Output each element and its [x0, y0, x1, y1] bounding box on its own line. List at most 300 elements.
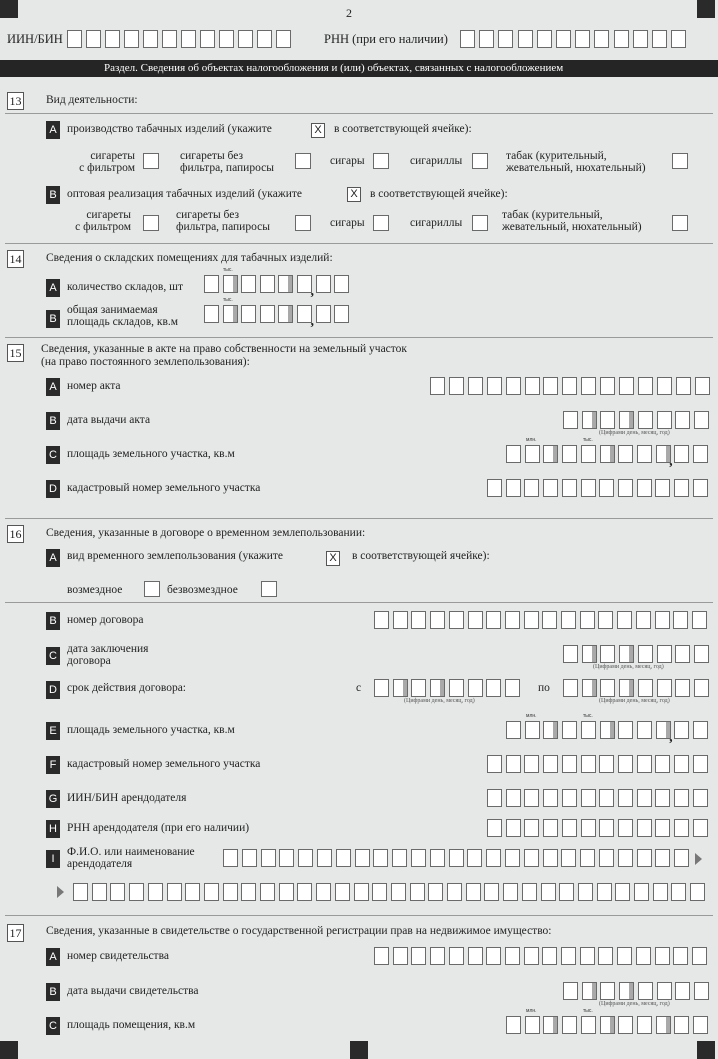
- char-cell[interactable]: [692, 611, 707, 629]
- char-cell[interactable]: [562, 755, 577, 773]
- char-cell[interactable]: [617, 947, 632, 965]
- char-cell[interactable]: [298, 849, 313, 867]
- char-cell[interactable]: [316, 883, 331, 901]
- char-cell[interactable]: [410, 883, 425, 901]
- char-cell[interactable]: [694, 645, 709, 663]
- char-cell[interactable]: [675, 982, 690, 1000]
- date-format-hint: (Цифрами день, месяц, год): [599, 430, 670, 436]
- char-cell[interactable]: [430, 611, 445, 629]
- char-cell[interactable]: [524, 849, 539, 867]
- char-cell[interactable]: [543, 479, 558, 497]
- char-cell[interactable]: [143, 30, 158, 48]
- char-cell[interactable]: [278, 305, 293, 323]
- char-cell[interactable]: [468, 679, 483, 697]
- char-cell[interactable]: [92, 883, 107, 901]
- char-cell[interactable]: [600, 377, 615, 395]
- char-cell[interactable]: [653, 883, 668, 901]
- char-cell[interactable]: [355, 849, 370, 867]
- char-cell[interactable]: [73, 883, 88, 901]
- char-cell[interactable]: [598, 947, 613, 965]
- char-cell[interactable]: [204, 305, 219, 323]
- char-cell[interactable]: [162, 30, 177, 48]
- char-cell[interactable]: [223, 305, 238, 323]
- char-cell[interactable]: [430, 947, 445, 965]
- char-cell[interactable]: [638, 377, 653, 395]
- char-cell[interactable]: [693, 755, 708, 773]
- char-cell[interactable]: [694, 982, 709, 1000]
- char-cell[interactable]: [487, 479, 502, 497]
- char-cell[interactable]: [524, 755, 539, 773]
- char-cell[interactable]: [411, 611, 426, 629]
- paid-checkbox[interactable]: [144, 581, 160, 597]
- char-cell[interactable]: [582, 982, 597, 1000]
- char-cell[interactable]: [674, 445, 689, 463]
- char-cell[interactable]: [372, 883, 387, 901]
- char-cell[interactable]: [692, 947, 707, 965]
- option-label: сигареты с фильтром: [79, 150, 135, 174]
- char-cell[interactable]: [543, 377, 558, 395]
- char-cell[interactable]: [637, 479, 652, 497]
- char-cell[interactable]: [261, 849, 276, 867]
- char-cell[interactable]: [374, 947, 389, 965]
- char-cell[interactable]: [543, 789, 558, 807]
- char-cell[interactable]: [486, 947, 501, 965]
- char-cell[interactable]: [297, 883, 312, 901]
- char-cell[interactable]: [575, 30, 590, 48]
- char-cell[interactable]: [391, 883, 406, 901]
- char-cell[interactable]: [655, 479, 670, 497]
- char-cell[interactable]: [674, 1016, 689, 1034]
- char-cell[interactable]: [674, 721, 689, 739]
- char-cell[interactable]: [543, 1016, 558, 1034]
- cigarettes-nofilter-checkbox[interactable]: [295, 153, 311, 169]
- char-cell[interactable]: [460, 30, 475, 48]
- char-cell[interactable]: [505, 679, 520, 697]
- char-cell[interactable]: [467, 849, 482, 867]
- char-cell[interactable]: [638, 679, 653, 697]
- char-cell[interactable]: [637, 819, 652, 837]
- cigarillos-checkbox[interactable]: [472, 153, 488, 169]
- char-cell[interactable]: [655, 849, 670, 867]
- char-cell[interactable]: [657, 645, 672, 663]
- char-cell[interactable]: [599, 479, 614, 497]
- char-cell[interactable]: [581, 755, 596, 773]
- char-cell[interactable]: [506, 789, 521, 807]
- char-cell[interactable]: [541, 883, 556, 901]
- char-cell[interactable]: [167, 883, 182, 901]
- char-cell[interactable]: [393, 679, 408, 697]
- char-cell[interactable]: [600, 645, 615, 663]
- char-cell[interactable]: [522, 883, 537, 901]
- char-cell[interactable]: [619, 411, 634, 429]
- char-cell[interactable]: [580, 611, 595, 629]
- cigarillos-checkbox[interactable]: [472, 215, 488, 231]
- char-cell[interactable]: [693, 819, 708, 837]
- char-cell[interactable]: [657, 982, 672, 1000]
- char-cell[interactable]: [466, 883, 481, 901]
- x-example: X: [326, 551, 340, 566]
- char-cell[interactable]: [543, 721, 558, 739]
- char-cell[interactable]: [556, 30, 571, 48]
- char-cell[interactable]: [334, 305, 349, 323]
- cigars-checkbox[interactable]: [373, 153, 389, 169]
- tobacco-checkbox[interactable]: [672, 153, 688, 169]
- char-cell[interactable]: [618, 819, 633, 837]
- char-cell[interactable]: [260, 275, 275, 293]
- char-cell[interactable]: [354, 883, 369, 901]
- char-cell[interactable]: [690, 883, 705, 901]
- char-cell[interactable]: [204, 275, 219, 293]
- char-cell[interactable]: [618, 789, 633, 807]
- char-cell[interactable]: [505, 611, 520, 629]
- char-cell[interactable]: [335, 883, 350, 901]
- char-cell[interactable]: [543, 445, 558, 463]
- char-cell[interactable]: [506, 721, 521, 739]
- char-cell[interactable]: [542, 611, 557, 629]
- char-cell[interactable]: [257, 30, 272, 48]
- char-cell[interactable]: [619, 982, 634, 1000]
- char-cell[interactable]: [223, 275, 238, 293]
- char-cell[interactable]: [637, 1016, 652, 1034]
- char-cell[interactable]: [638, 411, 653, 429]
- char-cell[interactable]: [276, 30, 291, 48]
- char-cell[interactable]: [582, 411, 597, 429]
- char-cell[interactable]: [656, 445, 671, 463]
- char-cell[interactable]: [505, 849, 520, 867]
- char-cell[interactable]: [468, 947, 483, 965]
- char-cell[interactable]: [392, 849, 407, 867]
- cigarettes-filter-checkbox[interactable]: [143, 215, 159, 231]
- char-cell[interactable]: [486, 679, 501, 697]
- char-cell[interactable]: [655, 819, 670, 837]
- char-cell[interactable]: [581, 789, 596, 807]
- char-cell[interactable]: [219, 30, 234, 48]
- million-hint: млн.: [526, 1008, 537, 1014]
- item-letter: B: [46, 983, 60, 1001]
- char-cell[interactable]: [674, 789, 689, 807]
- char-cell[interactable]: [428, 883, 443, 901]
- char-cell[interactable]: [580, 947, 595, 965]
- section-number: 13: [7, 92, 24, 110]
- char-cell[interactable]: [674, 755, 689, 773]
- char-cell[interactable]: [242, 849, 257, 867]
- char-cell[interactable]: [580, 849, 595, 867]
- char-cell[interactable]: [656, 1016, 671, 1034]
- char-cell[interactable]: [411, 947, 426, 965]
- char-cell[interactable]: [599, 789, 614, 807]
- char-cell[interactable]: [695, 377, 710, 395]
- char-cell[interactable]: [693, 1016, 708, 1034]
- char-cell[interactable]: [105, 30, 120, 48]
- char-cell[interactable]: [449, 611, 464, 629]
- char-cell[interactable]: [578, 883, 593, 901]
- cigarettes-filter-checkbox[interactable]: [143, 153, 159, 169]
- char-cell[interactable]: [525, 1016, 540, 1034]
- cigars-checkbox[interactable]: [373, 215, 389, 231]
- char-cell[interactable]: [599, 819, 614, 837]
- char-cell[interactable]: [655, 611, 670, 629]
- char-cell[interactable]: [537, 30, 552, 48]
- char-cell[interactable]: [430, 849, 445, 867]
- char-cell[interactable]: [619, 679, 634, 697]
- char-cell[interactable]: [486, 611, 501, 629]
- char-cell[interactable]: [637, 849, 652, 867]
- char-cell[interactable]: [334, 275, 349, 293]
- x-example: X: [311, 123, 325, 138]
- char-cell[interactable]: [561, 947, 576, 965]
- char-cell[interactable]: [674, 819, 689, 837]
- char-cell[interactable]: [449, 377, 464, 395]
- char-cell[interactable]: [486, 849, 501, 867]
- char-cell[interactable]: [636, 947, 651, 965]
- from-label: с: [356, 682, 362, 694]
- char-cell[interactable]: [581, 819, 596, 837]
- char-cell[interactable]: [562, 819, 577, 837]
- char-cell[interactable]: [693, 789, 708, 807]
- char-cell[interactable]: [637, 789, 652, 807]
- char-cell[interactable]: [86, 30, 101, 48]
- char-cell[interactable]: [600, 445, 615, 463]
- char-cell[interactable]: [561, 611, 576, 629]
- char-cell[interactable]: [506, 445, 521, 463]
- char-cell[interactable]: [373, 849, 388, 867]
- item-label: площадь помещения, кв.м: [67, 1019, 196, 1031]
- char-cell[interactable]: [694, 679, 709, 697]
- char-cell[interactable]: [562, 1016, 577, 1034]
- char-cell[interactable]: [374, 679, 389, 697]
- char-cell[interactable]: [336, 849, 351, 867]
- char-cell[interactable]: [506, 377, 521, 395]
- char-cell[interactable]: [618, 849, 633, 867]
- char-cell[interactable]: [430, 679, 445, 697]
- char-cell[interactable]: [599, 755, 614, 773]
- char-cell[interactable]: [581, 479, 596, 497]
- char-cell[interactable]: [543, 849, 558, 867]
- char-cell[interactable]: [525, 721, 540, 739]
- char-cell[interactable]: [479, 30, 494, 48]
- char-cell[interactable]: [447, 883, 462, 901]
- char-cell[interactable]: [638, 982, 653, 1000]
- item-letter: D: [46, 480, 60, 498]
- char-cell[interactable]: [694, 411, 709, 429]
- char-cell[interactable]: [581, 721, 596, 739]
- char-cell[interactable]: [223, 883, 238, 901]
- item-label: вид временного землепользования (укажите: [67, 550, 284, 562]
- char-cell[interactable]: [636, 611, 651, 629]
- char-cell[interactable]: [563, 982, 578, 1000]
- char-cell[interactable]: [241, 275, 256, 293]
- char-cell[interactable]: [525, 377, 540, 395]
- char-cell[interactable]: [619, 377, 634, 395]
- char-cell[interactable]: [618, 755, 633, 773]
- section-title: Вид деятельности:: [46, 94, 138, 106]
- char-cell[interactable]: [638, 645, 653, 663]
- char-cell[interactable]: [487, 819, 502, 837]
- char-cell[interactable]: [561, 849, 576, 867]
- char-cell[interactable]: [393, 947, 408, 965]
- char-cell[interactable]: [449, 849, 464, 867]
- char-cell[interactable]: [411, 849, 426, 867]
- char-cell[interactable]: [656, 721, 671, 739]
- char-cell[interactable]: [600, 721, 615, 739]
- char-cell[interactable]: [503, 883, 518, 901]
- char-cell[interactable]: [614, 30, 629, 48]
- char-cell[interactable]: [598, 611, 613, 629]
- char-cell[interactable]: [542, 947, 557, 965]
- char-cell[interactable]: [634, 883, 649, 901]
- char-cell[interactable]: [505, 947, 520, 965]
- char-cell[interactable]: [693, 721, 708, 739]
- char-cell[interactable]: [675, 679, 690, 697]
- char-cell[interactable]: [484, 883, 499, 901]
- char-cell[interactable]: [468, 377, 483, 395]
- char-cell[interactable]: [124, 30, 139, 48]
- char-cell[interactable]: [563, 645, 578, 663]
- char-cell[interactable]: [582, 679, 597, 697]
- char-cell[interactable]: [543, 755, 558, 773]
- char-cell[interactable]: [674, 479, 689, 497]
- continue-arrow-icon: [57, 886, 64, 898]
- char-cell[interactable]: [316, 305, 331, 323]
- char-cell[interactable]: [393, 611, 408, 629]
- char-cell[interactable]: [241, 305, 256, 323]
- divider: [5, 518, 713, 519]
- char-cell[interactable]: [524, 947, 539, 965]
- char-cell[interactable]: [181, 30, 196, 48]
- char-cell[interactable]: [655, 789, 670, 807]
- char-cell[interactable]: [524, 789, 539, 807]
- free-checkbox[interactable]: [261, 581, 277, 597]
- char-cell[interactable]: [67, 30, 82, 48]
- char-cell[interactable]: [559, 883, 574, 901]
- char-cell[interactable]: [487, 789, 502, 807]
- char-cell[interactable]: [506, 1016, 521, 1034]
- char-cell[interactable]: [657, 411, 672, 429]
- char-cell[interactable]: [655, 755, 670, 773]
- char-cell[interactable]: [657, 679, 672, 697]
- char-cell[interactable]: [562, 445, 577, 463]
- tobacco-checkbox[interactable]: [672, 215, 688, 231]
- char-cell[interactable]: [487, 755, 502, 773]
- char-cell[interactable]: [506, 755, 521, 773]
- char-cell[interactable]: [676, 377, 691, 395]
- char-cell[interactable]: [562, 377, 577, 395]
- char-cell[interactable]: [374, 611, 389, 629]
- char-cell[interactable]: [279, 883, 294, 901]
- char-cell[interactable]: [617, 611, 632, 629]
- char-cell[interactable]: [543, 819, 558, 837]
- char-cell[interactable]: [524, 819, 539, 837]
- char-cell[interactable]: [297, 275, 312, 293]
- char-cell[interactable]: [562, 721, 577, 739]
- char-cell[interactable]: [600, 411, 615, 429]
- char-cell[interactable]: [671, 30, 686, 48]
- char-cell[interactable]: [468, 611, 483, 629]
- char-cell[interactable]: [238, 30, 253, 48]
- char-cell[interactable]: [633, 30, 648, 48]
- char-cell[interactable]: [637, 445, 652, 463]
- char-cell[interactable]: [278, 275, 293, 293]
- char-cell[interactable]: [449, 947, 464, 965]
- char-cell[interactable]: [562, 789, 577, 807]
- char-cell[interactable]: [223, 849, 238, 867]
- char-cell[interactable]: [581, 377, 596, 395]
- char-cell[interactable]: [506, 819, 521, 837]
- char-cell[interactable]: [525, 445, 540, 463]
- char-cell[interactable]: [673, 947, 688, 965]
- char-cell[interactable]: [411, 679, 426, 697]
- date-format-hint: (Цифрами день, месяц, год): [404, 698, 475, 704]
- date-format-hint: (Цифрами день, месяц, год): [593, 664, 664, 670]
- char-cell[interactable]: [618, 445, 633, 463]
- char-cell[interactable]: [581, 1016, 596, 1034]
- char-cell[interactable]: [317, 849, 332, 867]
- char-cell[interactable]: [597, 883, 612, 901]
- char-cell[interactable]: [674, 849, 689, 867]
- char-cell[interactable]: [594, 30, 609, 48]
- char-cell[interactable]: [618, 1016, 633, 1034]
- char-cell[interactable]: [279, 849, 294, 867]
- cigarettes-nofilter-checkbox[interactable]: [295, 215, 311, 231]
- char-cell[interactable]: [600, 1016, 615, 1034]
- char-cell[interactable]: [260, 883, 275, 901]
- char-cell[interactable]: [200, 30, 215, 48]
- char-cell[interactable]: [619, 645, 634, 663]
- char-cell[interactable]: [524, 611, 539, 629]
- char-cell[interactable]: [675, 645, 690, 663]
- char-cell[interactable]: [618, 721, 633, 739]
- char-cell[interactable]: [600, 679, 615, 697]
- char-cell[interactable]: [524, 479, 539, 497]
- char-cell[interactable]: [657, 377, 672, 395]
- char-cell[interactable]: [148, 883, 163, 901]
- char-cell[interactable]: [655, 947, 670, 965]
- char-cell[interactable]: [600, 982, 615, 1000]
- char-cell[interactable]: [110, 883, 125, 901]
- char-cell[interactable]: [430, 377, 445, 395]
- char-cell[interactable]: [582, 645, 597, 663]
- char-cell[interactable]: [487, 377, 502, 395]
- char-cell[interactable]: [241, 883, 256, 901]
- char-cell[interactable]: [449, 679, 464, 697]
- char-cell[interactable]: [260, 305, 275, 323]
- char-cell[interactable]: [618, 479, 633, 497]
- char-cell[interactable]: [518, 30, 533, 48]
- char-cell[interactable]: [185, 883, 200, 901]
- char-cell[interactable]: [693, 445, 708, 463]
- char-cell[interactable]: [615, 883, 630, 901]
- char-cell[interactable]: [652, 30, 667, 48]
- char-cell[interactable]: [506, 479, 521, 497]
- char-cell[interactable]: [581, 445, 596, 463]
- char-cell[interactable]: [671, 883, 686, 901]
- option-label: сигареты без фильтра, папиросы: [180, 150, 274, 174]
- char-cell[interactable]: [129, 883, 144, 901]
- char-cell[interactable]: [637, 721, 652, 739]
- char-cell[interactable]: [204, 883, 219, 901]
- char-cell[interactable]: [693, 479, 708, 497]
- char-cell[interactable]: [637, 755, 652, 773]
- char-cell[interactable]: [673, 611, 688, 629]
- char-cell[interactable]: [316, 275, 331, 293]
- char-cell[interactable]: [675, 411, 690, 429]
- char-cell[interactable]: [498, 30, 513, 48]
- char-cell[interactable]: [563, 679, 578, 697]
- char-cell[interactable]: [297, 305, 312, 323]
- char-cell[interactable]: [562, 479, 577, 497]
- char-cell[interactable]: [599, 849, 614, 867]
- char-cell[interactable]: [563, 411, 578, 429]
